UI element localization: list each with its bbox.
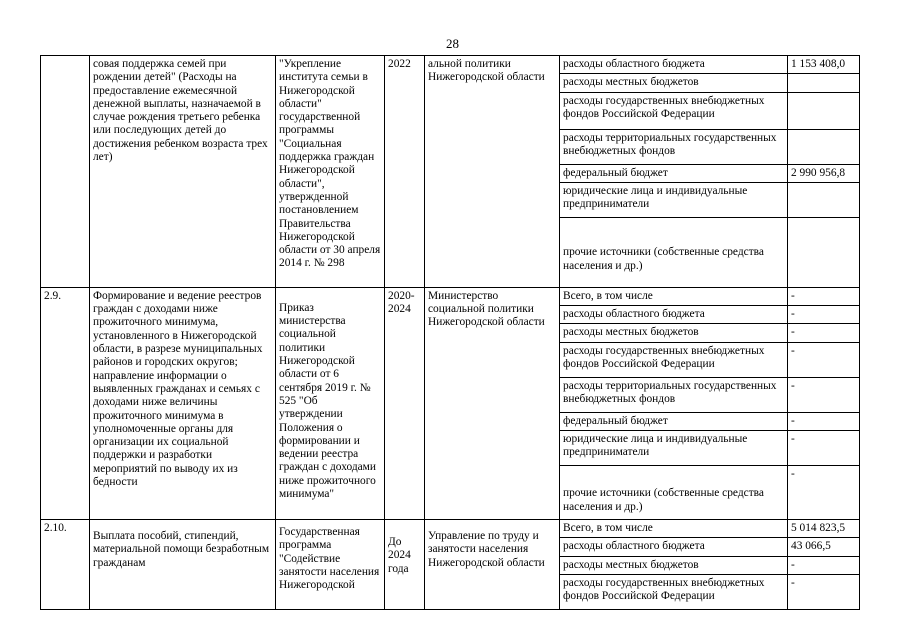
funding-amount: -: [788, 324, 860, 342]
funding-amount: 1 153 408,0: [788, 56, 860, 74]
funding-amount: -: [788, 287, 860, 305]
funding-source: прочие источники (собственные средства населения и др.): [560, 217, 788, 287]
table-row: [41, 287, 860, 305]
funding-amount: -: [788, 466, 860, 520]
executor: альной политики Нижегородской области: [425, 56, 560, 288]
funding-source: расходы областного бюджета: [560, 56, 788, 74]
executor: Управление по труду и занятости населения Нижегородской области: [425, 520, 560, 610]
executor: Министерство социальной политики Нижегородской области: [425, 287, 560, 519]
funding-source: расходы государственных внебюджетных фондов Российской Федерации: [560, 574, 788, 609]
activity-description: Выплата пособий, стипендий, материальной помощи безработным гражданам: [90, 520, 276, 610]
funding-source: расходы территориальных государственных внебюджетных фондов: [560, 377, 788, 412]
funding-source: расходы местных бюджетов: [560, 74, 788, 92]
funding-source: расходы местных бюджетов: [560, 556, 788, 574]
legal-basis: Приказ министерства социальной политики Нижегородской области от 6 сентября 2019 г. № 525 "Об утверждении Положения о формировании и ведении реестра граждан с доходами ниже прожиточного минимума": [276, 287, 385, 519]
implementation-period: 2022: [385, 56, 425, 288]
funding-source: расходы государственных внебюджетных фондов Российской Федерации: [560, 92, 788, 129]
funding-amount: [788, 92, 860, 129]
program-activities-table: [40, 55, 860, 610]
funding-amount: [788, 129, 860, 164]
row-number: [41, 56, 90, 288]
funding-source: юридические лица и индивидуальные предприниматели: [560, 431, 788, 466]
funding-amount: -: [788, 574, 860, 609]
funding-source: прочие источники (собственные средства населения и др.): [560, 466, 788, 520]
activity-description: совая поддержка семей при рождении детей" (Расходы на предоставление ежемесячной денежной выплаты, назначаемой в случае рождения третьего ребенка или последующих детей до достижения ребенком возраста трех лет): [90, 56, 276, 288]
table-row: [41, 520, 860, 538]
legal-basis: "Укрепление института семьи в Нижегородской области" государственной программы "Социальная поддержка граждан Нижегородской области", утвержденной постановлением Правительства Нижегородской области от 30 апреля 2014 г. № 298: [276, 56, 385, 288]
funding-amount: -: [788, 306, 860, 324]
funding-amount: -: [788, 556, 860, 574]
funding-source: Всего, в том числе: [560, 520, 788, 538]
funding-source: расходы территориальных государственных внебюджетных фондов: [560, 129, 788, 164]
row-number: 2.10.: [41, 520, 90, 610]
table-row: [41, 56, 860, 74]
legal-basis: Государственная программа "Содействие занятости населения Нижегородской: [276, 520, 385, 610]
funding-source: юридические лица и индивидуальные предприниматели: [560, 182, 788, 217]
funding-amount: 2 990 956,8: [788, 164, 860, 182]
funding-source: федеральный бюджет: [560, 164, 788, 182]
funding-amount: -: [788, 342, 860, 377]
funding-amount: [788, 74, 860, 92]
funding-amount: -: [788, 377, 860, 412]
funding-source: расходы областного бюджета: [560, 538, 788, 556]
funding-amount: -: [788, 431, 860, 466]
funding-source: Всего, в том числе: [560, 287, 788, 305]
funding-source: расходы областного бюджета: [560, 306, 788, 324]
funding-amount: [788, 182, 860, 217]
funding-source: расходы местных бюджетов: [560, 324, 788, 342]
funding-amount: [788, 217, 860, 287]
funding-amount: 43 066,5: [788, 538, 860, 556]
implementation-period: 2020-2024: [385, 287, 425, 519]
funding-amount: 5 014 823,5: [788, 520, 860, 538]
funding-source: федеральный бюджет: [560, 412, 788, 430]
funding-source: расходы государственных внебюджетных фондов Российской Федерации: [560, 342, 788, 377]
implementation-period: До 2024 года: [385, 520, 425, 610]
row-number: 2.9.: [41, 287, 90, 519]
funding-amount: -: [788, 412, 860, 430]
activity-description: Формирование и ведение реестров граждан с доходами ниже прожиточного минимума, установленного в Нижегородской области, в разрезе муниципальных районов и городских округов; направление информации о выявленных гражданах и семьях с доходами ниже величины прожиточного минимума в уполномоченные органы для организации их социальной поддержки и разработки мероприятий по выводу их из бедности: [90, 287, 276, 519]
page-number: 28: [446, 36, 459, 51]
